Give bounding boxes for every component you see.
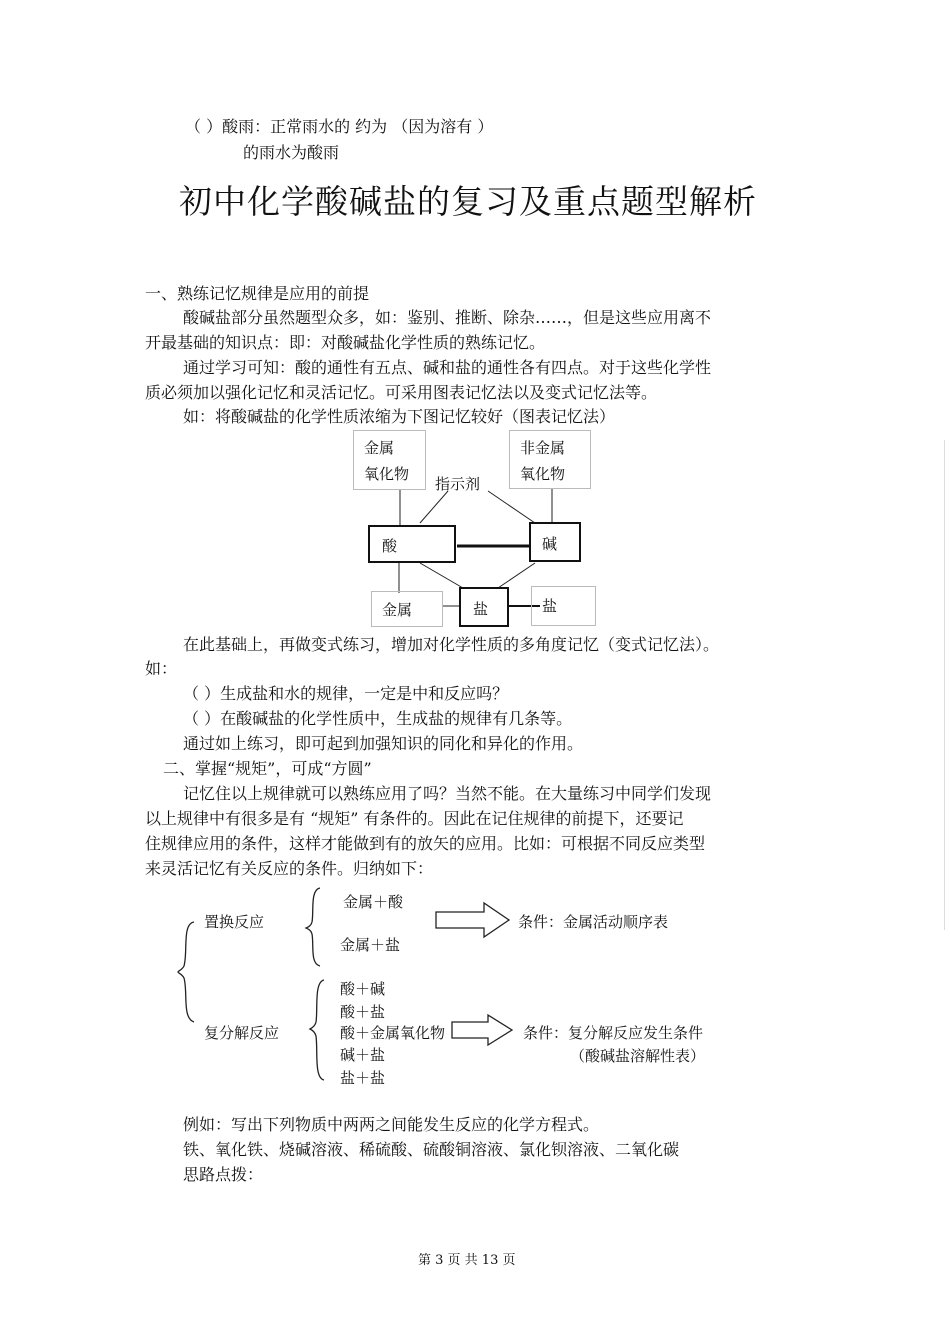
double-item-5: 盐＋盐: [340, 1069, 386, 1087]
displacement-item-2: 金属＋盐: [340, 936, 401, 954]
section1-p3: 如：将酸碱盐的化学性质浓缩为下图记忆较好（图表记忆法）: [183, 407, 616, 426]
displacement-label: 置换反应: [204, 913, 265, 931]
section3-p2: 铁、氧化铁、烧碱溶液、稀硫酸、硫酸铜溶液、氯化钡溶液、二氧化碳: [183, 1140, 680, 1159]
section1-p1b: 开最基础的知识点：即：对酸碱盐化学性质的熟练记忆。: [145, 333, 546, 352]
salt-right-label: 盐: [542, 597, 558, 615]
base-label: 碱: [542, 535, 558, 553]
edge-divider: [944, 440, 945, 930]
top-line-1: （ ）酸雨：正常雨水的 约为 （因为溶有 ）: [185, 117, 494, 136]
question-2: （ ）在酸碱盐的化学性质中，生成盐的规律有几条等。: [183, 709, 573, 728]
section2-p1d: 来灵活记忆有关反应的条件。归纳如下：: [145, 859, 434, 878]
top-line-2: 的雨水为酸雨: [243, 143, 340, 162]
nonmetal-oxide-label-1: 非金属: [520, 439, 566, 457]
section1-p2b: 质必须加以强化记忆和灵活记忆。可采用图表记忆法以及变式记忆法等。: [145, 383, 658, 402]
section1-p5: 通过如上练习，即可起到加强知识的同化和异化的作用。: [183, 734, 584, 753]
double-condition: 条件：复分解反应发生条件: [523, 1024, 704, 1042]
section1-p4a: 在此基础上，再做变式练习，增加对化学性质的多角度记忆（变式记忆法）。: [183, 635, 720, 654]
metal-oxide-label-2: 氧化物: [364, 465, 410, 483]
double-condition-note: （酸碱盐溶解性表）: [570, 1047, 706, 1065]
page-title: 初中化学酸碱盐的复习及重点题型解析: [179, 182, 757, 221]
page-footer: 第 3 页 共 13 页: [418, 1253, 516, 1268]
section3-p3: 思路点拨：: [183, 1165, 264, 1184]
double-item-2: 酸＋盐: [340, 1003, 386, 1021]
indicator-label: 指示剂: [435, 475, 481, 493]
double-item-3: 酸＋金属氧化物: [340, 1024, 446, 1042]
salt-center-label: 盐: [473, 600, 489, 618]
section1-p4b: 如：: [145, 659, 178, 678]
question-1: （ ）生成盐和水的规律，一定是中和反应吗？: [183, 684, 509, 703]
section2-p1b: 以上规律中有很多是有 “规矩” 有条件的。因此在记住规律的前提下，还要记: [145, 809, 684, 828]
acid-label: 酸: [382, 537, 398, 555]
double-item-1: 酸＋碱: [340, 980, 386, 998]
section1-p1a: 酸碱盐部分虽然题型众多，如：鉴别、推断、除杂……，但是这些应用离不: [183, 308, 712, 327]
section3-p1: 例如：写出下列物质中两两之间能发生反应的化学方程式。: [183, 1115, 600, 1134]
double-decomposition-label: 复分解反应: [204, 1024, 280, 1042]
section1-heading: 一、熟练记忆规律是应用的前提: [145, 284, 370, 303]
displacement-condition: 条件：金属活动顺序表: [518, 913, 669, 931]
section2-p1a: 记忆住以上规律就可以熟练应用了吗？当然不能。在大量练习中同学们发现: [183, 784, 712, 803]
displacement-item-1: 金属＋酸: [343, 893, 404, 911]
section2-p1c: 住规律应用的条件，这样才能做到有的放矢的应用。比如：可根据不同反应类型: [145, 834, 706, 853]
section1-p2a: 通过学习可知：酸的通性有五点、碱和盐的通性各有四点。对于这些化学性: [183, 358, 712, 377]
nonmetal-oxide-label-2: 氧化物: [520, 465, 566, 483]
metal-label: 金属: [382, 601, 413, 619]
metal-oxide-label-1: 金属: [364, 439, 395, 457]
double-item-4: 碱＋盐: [340, 1046, 386, 1064]
section2-heading: 二、掌握“规矩”，可成“方圆”: [163, 759, 372, 778]
